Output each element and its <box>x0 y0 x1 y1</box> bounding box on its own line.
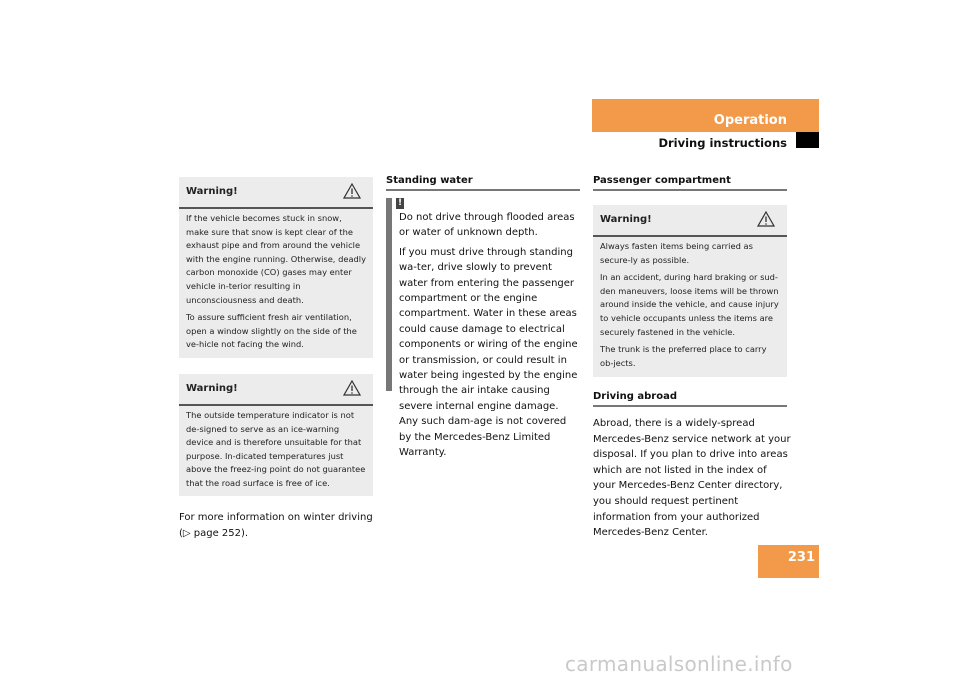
section-title: Operation <box>713 113 787 128</box>
warning-box-loose-items <box>593 205 787 377</box>
warning-body <box>593 237 787 380</box>
warning-body <box>179 209 373 362</box>
warning-title: Warning! <box>600 214 652 225</box>
warning-paragraph: The outside temperature indicator is not de-signed to serve as an ice-warning device and is therefore unsuitable for that purpose. In-dicated temperatures just above the freez-ing point do not guarantee that the road surface is free of ice. <box>186 410 366 488</box>
warning-paragraph: The trunk is the preferred place to carry ob-jects. <box>600 344 767 368</box>
warning-box-temperature <box>179 374 373 496</box>
heading-rule <box>386 189 580 191</box>
note-paragraph: If you must drive through standing wa-ter, drive slowly to prevent water from entering the passenger compartment or the engine compartment. Water in these areas could cause damage to electrical components or wiring of the engine or transmission, or could result in water being ingested by the engine through the air intake causing severe internal engine damage. Any such dam-age is not covered by the Mercedes-Benz Limited Warranty. <box>399 246 578 459</box>
note-box-standing-water <box>386 198 580 459</box>
note-side-bar <box>386 198 392 391</box>
header-tab-marker <box>796 132 819 148</box>
watermark-text: carmanualsonline.info <box>565 652 793 676</box>
heading-passenger-compartment: Passenger compartment <box>593 175 731 186</box>
winter-driving-reference <box>179 510 379 541</box>
warning-header <box>179 374 373 406</box>
warning-box-snow <box>179 177 373 358</box>
warning-body <box>179 406 373 501</box>
heading-rule <box>593 189 787 191</box>
warning-paragraph: In an accident, during hard braking or sud-den maneuvers, loose items will be thrown around inside the vehicle, and cause injury to vehicle occupants unless the items are securely fastened in the vehicle. <box>600 272 779 337</box>
driving-abroad-body: Abroad, there is a widely-spread Mercedes-Benz service network at your disposal. If you plan to drive into areas which are not listed in the index of your Mercedes-Benz Center directory, you should request pertinent information from your authorized Mercedes-Benz Center. <box>593 418 791 539</box>
reference-line: For more information on winter driving <box>179 512 373 523</box>
note-body <box>399 210 579 465</box>
warning-title: Warning! <box>186 383 238 394</box>
subsection-title: Driving instructions <box>658 136 787 150</box>
warning-triangle-icon <box>757 211 775 227</box>
warning-paragraph: If the vehicle becomes stuck in snow, make sure that snow is kept clear of the exhaust pipe and from around the vehicle with the engine running. Otherwise, deadly carbon monoxide (CO) gases may enter vehicle in-terior resulting in unconsciousness and death. <box>186 213 367 305</box>
warning-title: Warning! <box>186 186 238 197</box>
warning-header <box>593 205 787 237</box>
heading-rule <box>593 405 787 407</box>
exclamation-icon: ! <box>397 198 403 208</box>
page-number: 231 <box>787 550 815 565</box>
warning-triangle-icon <box>343 183 361 199</box>
heading-driving-abroad: Driving abroad <box>593 391 677 402</box>
warning-paragraph: Always fasten items being carried as secure-ly as possible. <box>600 241 753 265</box>
note-paragraph: Do not drive through flooded areas or water of unknown depth. <box>399 212 575 239</box>
warning-paragraph: To assure sufficient fresh air ventilation, open a window slightly on the side of the ve-hicle not facing the wind. <box>186 312 357 350</box>
warning-triangle-icon <box>343 380 361 396</box>
heading-standing-water: Standing water <box>386 175 473 186</box>
warning-header <box>179 177 373 209</box>
page-reference-link[interactable]: (▷ page 252). <box>179 527 249 539</box>
page-number-box <box>758 545 819 578</box>
